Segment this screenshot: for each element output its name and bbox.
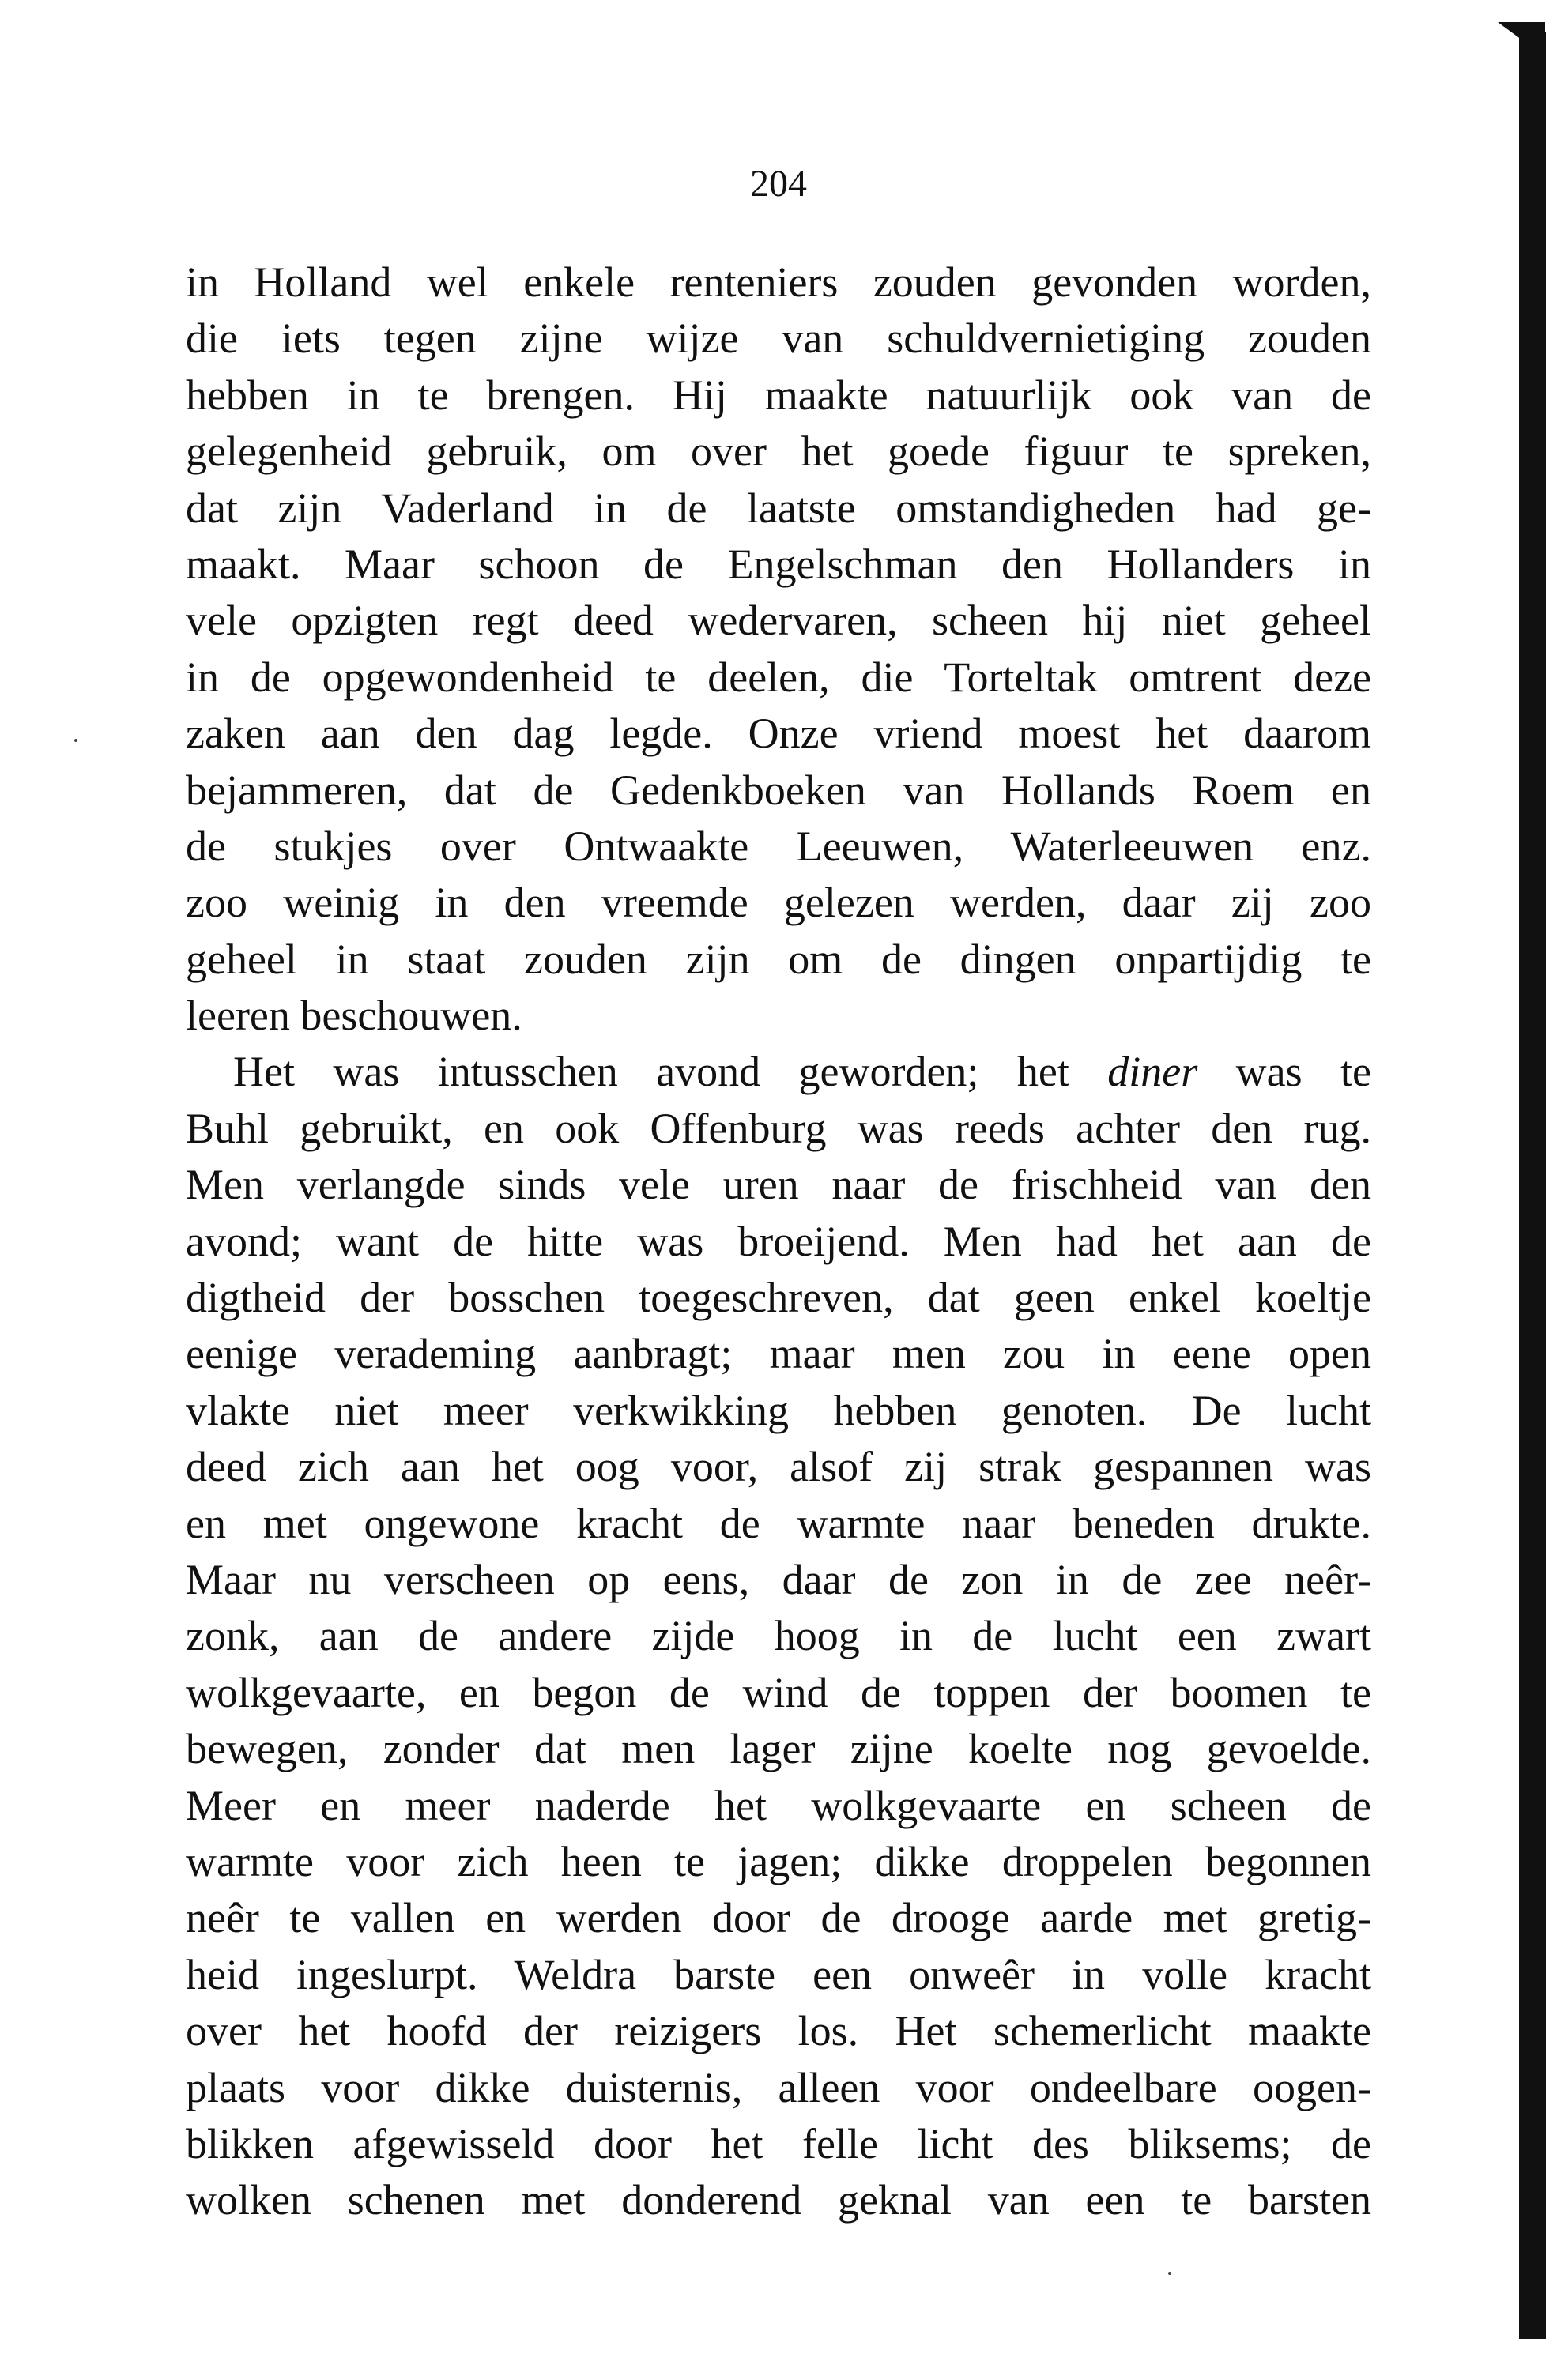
text-line: in de opgewondenheid te deelen, die Torteltak omtrent deze — [186, 653, 1371, 701]
text-line: en met ongewone kracht de warmte naar beneden drukte. — [186, 1499, 1371, 1547]
text-line: zaken aan den dag legde. Onze vriend moest het daarom — [186, 710, 1371, 758]
text-line: over het hoofd der reizigers los. Het schemerlicht maakte — [186, 2007, 1371, 2055]
text-line: Maar nu verscheen op eens, daar de zon in de zee neêr- — [186, 1555, 1371, 1603]
text-line: Meer en meer naderde het wolkgevaarte en scheen de — [186, 1781, 1371, 1829]
text-line: die iets tegen zijne wijze van schuldvernietiging zouden — [186, 314, 1371, 363]
text-line: geheel in staat zouden zijn om de dingen onpartijdig te — [186, 935, 1371, 983]
text-line: dat zijn Vaderland in de laatste omstandigheden had ge- — [186, 484, 1371, 532]
text-line: zonk, aan de andere zijde hoog in de lucht een zwart — [186, 1612, 1371, 1660]
text-line: hebben in te brengen. Hij maakte natuurlijk ook van de — [186, 371, 1371, 419]
text-line — [186, 1044, 1371, 1100]
scan-speck — [1168, 2272, 1171, 2275]
text-line: heid ingeslurpt. Weldra barste een onweêr in volle kracht — [186, 1950, 1371, 1998]
text-line: leeren beschouwen. — [186, 992, 522, 1040]
text-line: Buhl gebruikt, en ook Offenburg was reeds achter den rug. — [186, 1104, 1371, 1152]
page-edge-shadow — [1519, 32, 1546, 2339]
text-line: bejammeren, dat de Gedenkboeken van Hollands Roem en — [186, 766, 1371, 814]
text-line: eenige verademing aanbragt; maar men zou in eene open — [186, 1330, 1371, 1378]
text-line: vele opzigten regt deed wedervaren, scheen hij niet geheel — [186, 597, 1371, 645]
text-line: digtheid der bosschen toegeschreven, dat geen enkel koeltje — [186, 1274, 1371, 1322]
text-line: wolkgevaarte, en begon de wind de toppen der boomen te — [186, 1668, 1371, 1716]
text-line: avond; want de hitte was broeijend. Men had het aan de — [186, 1217, 1371, 1265]
text-span: Het was intusschen avond geworden; het — [233, 1048, 1108, 1096]
text-line: zoo weinig in den vreemde gelezen werden, daar zij zoo — [186, 879, 1371, 927]
text-line: deed zich aan het oog voor, alsof zij strak gespannen was — [186, 1443, 1371, 1491]
text-line: maakt. Maar schoon de Engelschman den Hollanders in — [186, 540, 1371, 588]
scan-speck — [74, 739, 77, 742]
italic-word: diner — [1107, 1048, 1198, 1096]
text-line: vlakte niet meer verkwikking hebben genoten. De lucht — [186, 1386, 1371, 1434]
text-line: in Holland wel enkele renteniers zouden gevonden worden, — [186, 258, 1371, 306]
text-line: neêr te vallen en werden door de drooge aarde met gretig- — [186, 1894, 1371, 1942]
text-line: blikken afgewisseld door het felle licht des bliksems; de — [186, 2119, 1371, 2167]
text-line: gelegenheid gebruik, om over het goede figuur te spreken, — [186, 427, 1371, 476]
text-line: wolken schenen met donderend geknal van een te barsten — [186, 2176, 1371, 2224]
page-number: 204 — [750, 163, 807, 205]
body-text — [186, 254, 1371, 2229]
text-span: was te — [1197, 1048, 1372, 1096]
text-line: de stukjes over Ontwaakte Leeuwen, Waterleeuwen enz. — [186, 822, 1371, 870]
text-line: bewegen, zonder dat men lager zijne koelte nog gevoelde. — [186, 1725, 1371, 1773]
text-line: Men verlangde sinds vele uren naar de frischheid van den — [186, 1161, 1371, 1209]
text-line: plaats voor dikke duisternis, alleen voor ondeelbare oogen- — [186, 2063, 1371, 2111]
text-line: warmte voor zich heen te jagen; dikke droppelen begonnen — [186, 1837, 1371, 1885]
